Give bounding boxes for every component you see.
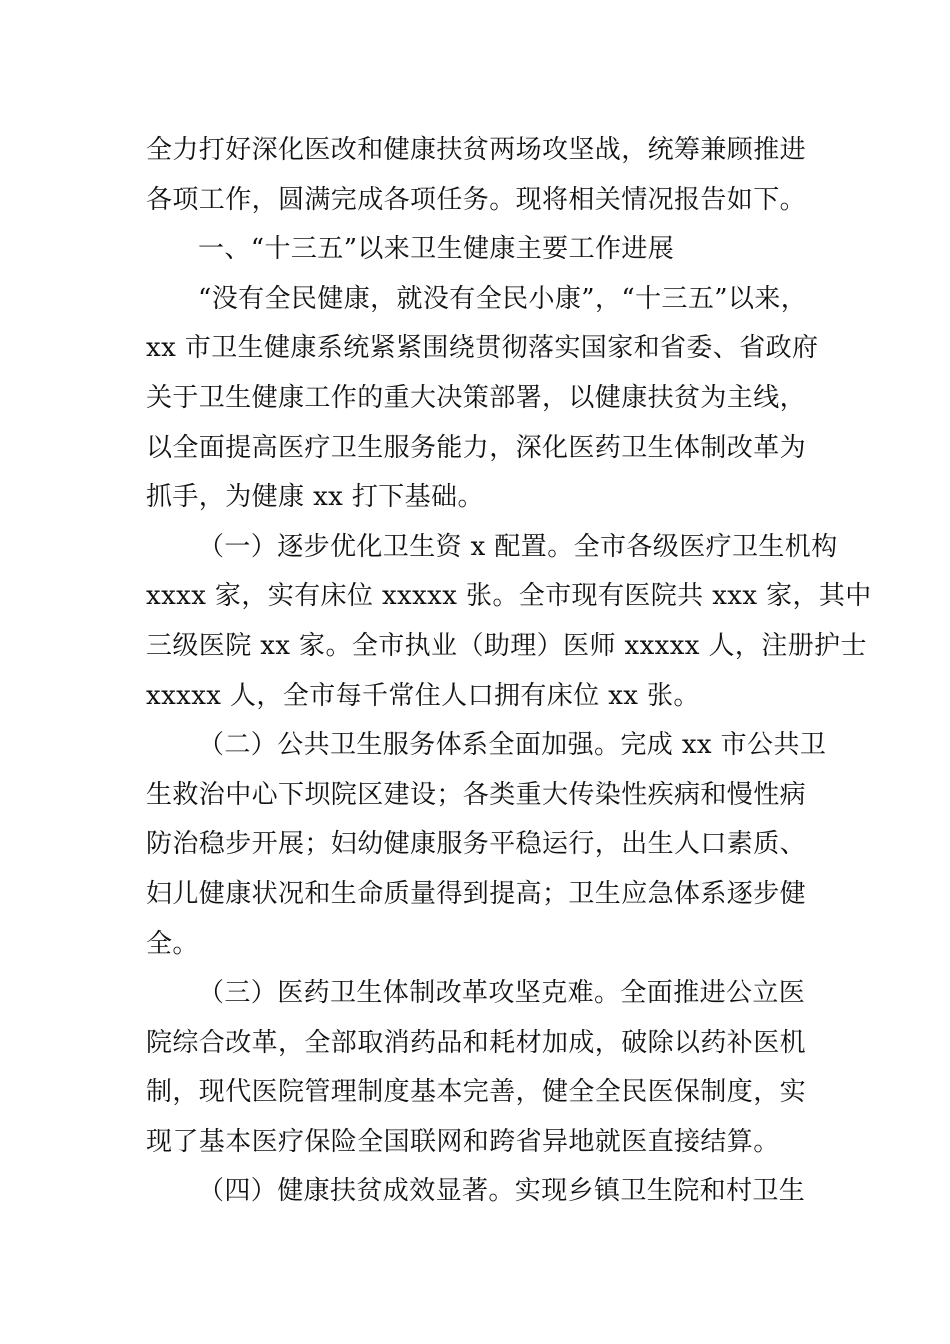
text-line: xx 市卫生健康系统紧紧围绕贯彻落实国家和省委、省政府 [146, 333, 819, 364]
text-line: （一）逐步优化卫生资 x 配置。全市各级医疗卫生机构 [198, 531, 838, 562]
text-line: 全。 [146, 928, 199, 959]
paragraph-item-1 [146, 523, 872, 721]
text-line: 各项工作，圆满完成各项任务。现将相关情况报告如下。 [146, 184, 807, 215]
text-line: “没有全民健康，就没有全民小康”，“十三五”以来， [198, 283, 808, 314]
text-line: 生救治中心下坝院区建设；各类重大传染性疾病和慢性病 [146, 779, 807, 810]
paragraph-intro [146, 126, 836, 225]
text-line: xxxxx 人，全市每千常住人口拥有床位 xx 张。 [146, 680, 700, 711]
text-line: 防治稳步开展；妇幼健康服务平稳运行，出生人口素质、 [146, 829, 807, 860]
text-line: 全力打好深化医改和健康扶贫两场攻坚战，统筹兼顾推进 [146, 135, 807, 165]
text-line: 院综合改革，全部取消药品和耗材加成，破除以药补医机 [146, 1027, 807, 1058]
text-line: 关于卫生健康工作的重大决策部署，以健康扶贫为主线， [146, 382, 807, 413]
paragraph-item-2 [146, 721, 836, 969]
heading-line: 一、“十三五”以来卫生健康主要工作进展 [198, 234, 675, 265]
document-body [146, 126, 872, 1217]
text-line: 抓手，为健康 xx 打下基础。 [146, 482, 484, 513]
text-line: 制，现代医院管理制度基本完善，健全全民医保制度，实 [146, 1077, 807, 1108]
text-line: （二）公共卫生服务体系全面加强。完成 xx 市公共卫 [198, 730, 827, 761]
text-line: （三）医药卫生体制改革攻坚克难。全面推进公立医 [198, 978, 806, 1009]
text-line: 现了基本医疗保险全国联网和跨省异地就医直接结算。 [146, 1126, 780, 1157]
text-line: 三级医院 xx 家。全市执业（助理）医师 xxxxx 人，注册护士 [146, 630, 867, 661]
text-line: （四）健康扶贫成效显著。实现乡镇卫生院和村卫生 [198, 1176, 806, 1207]
text-line: 以全面提高医疗卫生服务能力，深化医药卫生体制改革为 [146, 432, 807, 463]
text-line: 妇儿健康状况和生命质量得到提高；卫生应急体系逐步健 [146, 878, 807, 909]
section-heading [146, 225, 836, 275]
paragraph-item-4 [146, 1167, 836, 1217]
paragraph-overview [146, 275, 836, 523]
text-line: xxxx 家，实有床位 xxxxx 张。全市现有医院共 xxx 家，其中 [146, 581, 872, 612]
paragraph-item-3 [146, 969, 836, 1167]
